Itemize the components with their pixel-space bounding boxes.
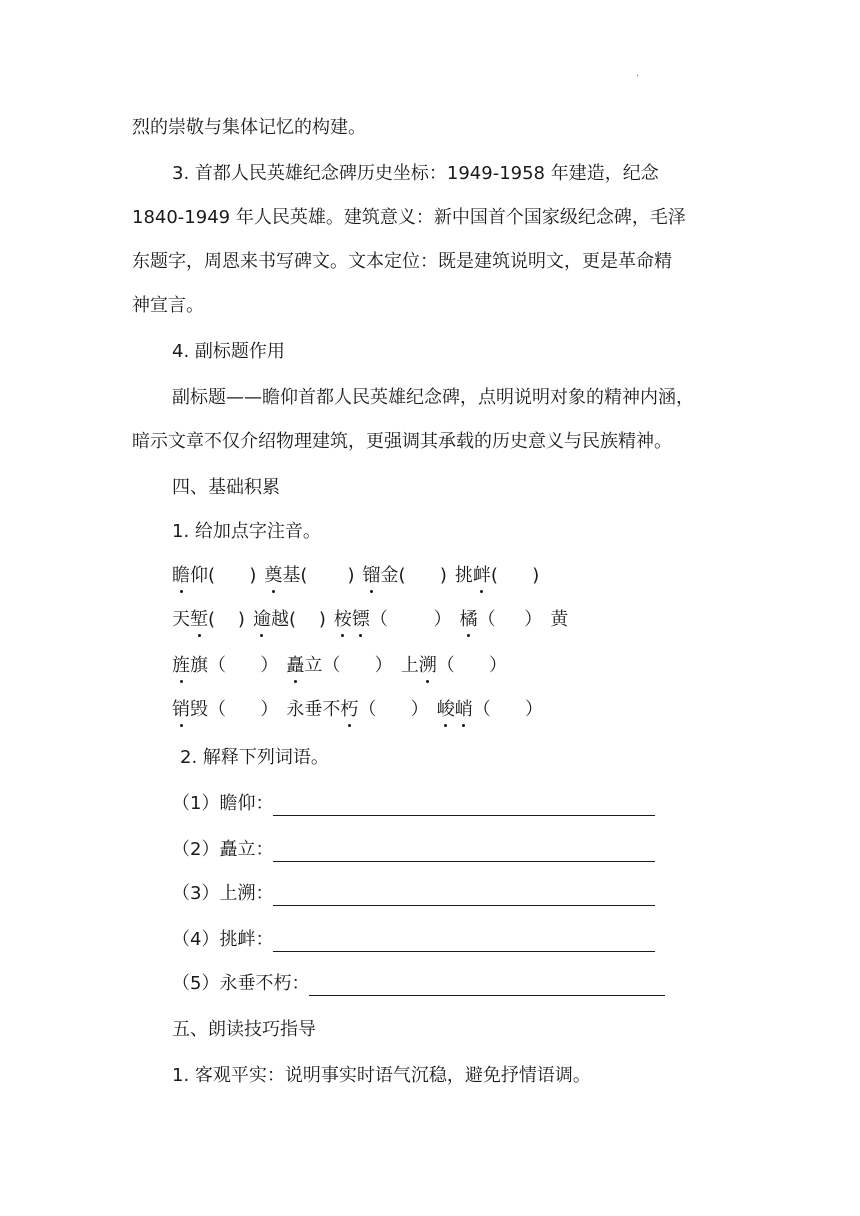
pinyin-row-3 <box>172 654 507 678</box>
pinyin-word <box>334 609 452 630</box>
definition-label: （3）上溯： <box>172 883 274 904</box>
answer-blank[interactable]: （ ） <box>208 699 279 720</box>
answer-blank[interactable]: ( ) <box>208 609 245 630</box>
pinyin-row-1 <box>172 564 539 588</box>
pinyin-word <box>362 565 446 586</box>
pinyin-word <box>253 609 326 630</box>
pinyin-word <box>286 655 392 676</box>
definition-label: （2）矗立： <box>172 839 274 860</box>
section5-heading: 五、朗读技巧指导 <box>172 1019 316 1040</box>
section4-heading: 四、基础积累 <box>172 477 280 498</box>
answer-blank[interactable]: （ ） <box>472 699 544 720</box>
answer-line[interactable] <box>273 843 655 862</box>
word-char: 镏 <box>362 565 381 586</box>
header-mark: . <box>636 68 640 79</box>
word-char: 立 <box>304 655 323 676</box>
answer-blank[interactable]: ( ) <box>398 565 447 586</box>
answer-blank[interactable]: （ ） <box>436 655 508 676</box>
word-char: 越 <box>270 609 289 630</box>
answer-line[interactable] <box>273 933 655 952</box>
definition-row <box>172 972 665 996</box>
word-char: 逾 <box>252 609 271 630</box>
word-char: 溯 <box>418 655 437 676</box>
word-char: 朽 <box>340 699 359 720</box>
word-char: 天 <box>172 609 190 630</box>
definition-label: （5）永垂不朽： <box>172 973 310 994</box>
word-char: 瞻 <box>172 565 190 586</box>
item4-line: 副标题——瞻仰首都人民英雄纪念碑，点明说明对象的精神内涵， <box>172 387 694 408</box>
word-char: 奠 <box>264 565 283 586</box>
pinyin-word <box>455 565 539 586</box>
answer-blank[interactable]: ( ) <box>288 609 326 630</box>
answer-blank[interactable]: （ ） <box>477 609 543 630</box>
pinyin-word <box>286 699 428 720</box>
question2: 2. 解释下列词语。 <box>180 747 329 768</box>
item3-line: 3. 首都人民英雄纪念碑历史坐标：1949-1958 年建造，纪念 <box>172 163 659 184</box>
word-char: 桉 <box>333 609 352 630</box>
word-char: 堑 <box>190 609 208 630</box>
definition-row <box>172 838 655 862</box>
word-char: 基 <box>282 565 301 586</box>
word-char: 峻 <box>436 699 455 720</box>
word-char: 镖 <box>351 609 370 630</box>
answer-blank[interactable]: ( ) <box>490 565 540 586</box>
pinyin-word <box>172 609 245 630</box>
item3-line: 东题字，周恩来书写碑文。文本定位：既是建筑说明文，更是革命精 <box>132 251 672 272</box>
answer-blank[interactable]: ( ) <box>208 565 257 586</box>
pinyin-word <box>460 609 543 630</box>
word-char: 上 <box>400 655 419 676</box>
answer-line[interactable] <box>309 977 665 996</box>
word-char: 衅 <box>472 565 491 586</box>
pinyin-word <box>437 699 543 720</box>
definition-label: （1）瞻仰： <box>172 793 274 814</box>
word-char: 挑 <box>454 565 473 586</box>
answer-blank[interactable]: （ ） <box>322 655 393 676</box>
word-char: 毁 <box>190 699 208 720</box>
question1: 1. 给加点字注音。 <box>172 521 321 542</box>
item3-line: 神宣言。 <box>132 295 204 316</box>
item4-title: 4. 副标题作用 <box>172 341 285 362</box>
word-char: 橘 <box>459 609 478 630</box>
word-char: 销 <box>172 699 190 720</box>
word-char: 金 <box>380 565 399 586</box>
pinyin-row-4 <box>172 698 543 722</box>
word-char: 峭 <box>454 699 473 720</box>
pinyin-word <box>172 565 256 586</box>
pinyin-word <box>401 655 507 676</box>
definition-row <box>172 928 655 952</box>
pinyin-word <box>550 609 568 630</box>
answer-line[interactable] <box>273 887 655 906</box>
paragraph-line: 烈的崇敬与集体记忆的构建。 <box>132 117 366 138</box>
item4-line: 暗示文章不仅介绍物理建筑，更强调其承载的历史意义与民族精神。 <box>132 431 672 452</box>
word-char: 黄 <box>550 609 569 630</box>
answer-blank[interactable]: （ ） <box>208 655 279 676</box>
section5-item1: 1. 客观平实：说明事实时语气沉稳，避免抒情语调。 <box>172 1065 591 1086</box>
word-char: 旌 <box>172 655 190 676</box>
word-char: 矗 <box>286 655 305 676</box>
definition-row <box>172 882 655 906</box>
answer-blank[interactable]: （ ） <box>358 699 429 720</box>
answer-blank[interactable]: ( ) <box>300 565 355 586</box>
word-char: 仰 <box>190 565 208 586</box>
answer-line[interactable] <box>273 797 655 816</box>
word-char: 永垂不 <box>286 699 341 720</box>
item3-line: 1840-1949 年人民英雄。建筑意义：新中国首个国家级纪念碑，毛泽 <box>132 207 686 228</box>
word-char: 旗 <box>190 655 208 676</box>
definition-row <box>172 792 655 816</box>
pinyin-row-2 <box>172 608 568 632</box>
answer-blank[interactable]: （ ） <box>369 609 452 630</box>
definition-label: （4）挑衅： <box>172 929 274 950</box>
pinyin-word <box>172 655 278 676</box>
pinyin-word <box>264 565 354 586</box>
pinyin-word <box>172 699 278 720</box>
